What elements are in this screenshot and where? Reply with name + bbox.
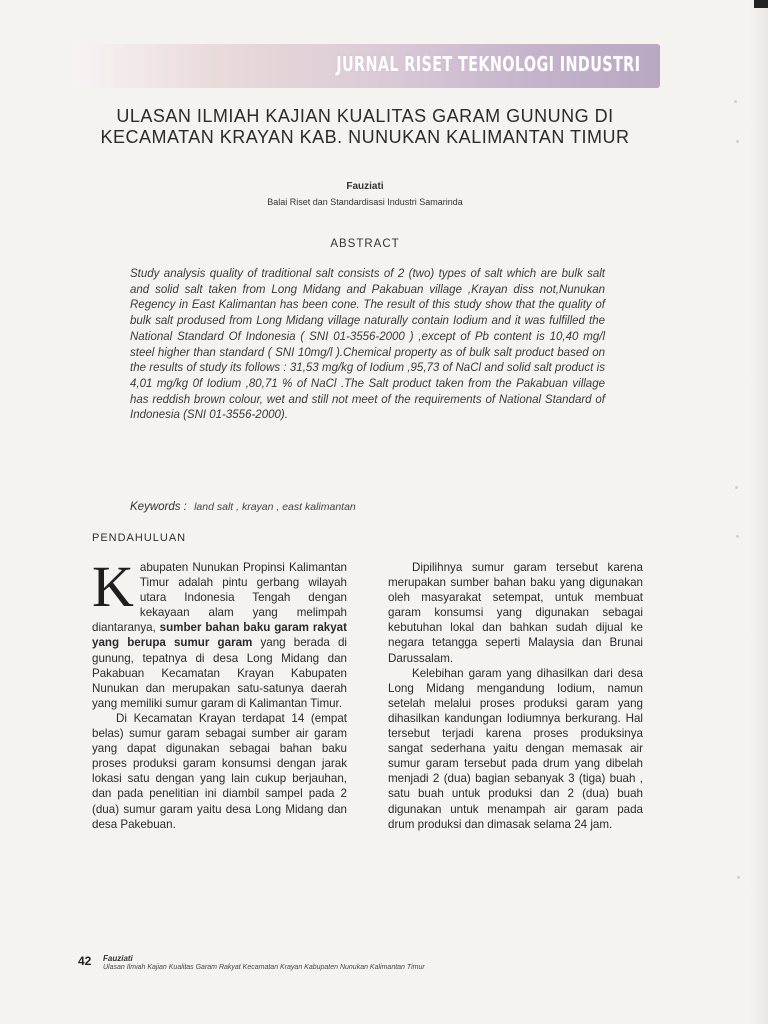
paragraph-advantage: Kelebihan garam yang dihasilkan dari desa Long Midang mengandung Iodium, namun setelah melalui proses produksi garam yang dihasilkan kandungan Iodiumnya berkurang. Hal tersebut terjadi karena proses produksinya sangat sederhana yaitu dengan memasak air sumur garam tersebut pada drum yang dibelah menjadi 2 (dua) bagian sebanyak 3 (tiga) buah , satu buah untuk produksi dan 2 (dua) buah digunakan untuk menampah air garam pada drum produksi dan dimasak selama 24 jam. (388, 666, 643, 831)
keywords (130, 501, 356, 513)
scan-speck (736, 535, 739, 538)
scan-speck (737, 876, 740, 879)
author-affiliation: Balai Riset dan Standardisasi Industri Samarinda (267, 197, 463, 207)
column-right (388, 560, 643, 832)
page-edge (750, 0, 768, 1024)
footer-author: Fauziati (103, 954, 133, 963)
paragraph-selection: Dipilihnya sumur garam tersebut karena merupakan sumber bahan baku yang digunakan oleh masyarakat setempat, untuk membuat garam konsumsi yang digunakan sebagai kebutuhan lokal dan bahkan sudah dijual ke negara tetangga seperti Malaysia dan Brunai Darussalam. (388, 561, 643, 665)
keywords-text: land salt , krayan , east kalimantan (194, 501, 356, 513)
paragraph-krayan: Di Kecamatan Krayan terdapat 14 (empat belas) sumur garam sebagai sumber air garam yang dapat digunakan sebagai bahan baku proses produksi garam konsumsi dengan jarak lokasi satu dengan yang lain cukup berjauhan, dan pada penelitian ini diambil sampel pada 2 (dua) sumur garam yaitu desa Long Midang dan desa Pakebuan. (92, 711, 347, 831)
paragraph-intro-text-b: yang berada di gunung, tepatnya di desa Long Midang dan Pakabuan Kecamatan Krayan Kabupaten Nunukan dan merupakan satu-satunya daerah yang memiliki sumur garam di Kalimantan Timur. (92, 636, 347, 710)
drop-cap: K (92, 554, 134, 619)
section-heading: PENDAHULUAN (92, 532, 187, 544)
article-title: ULASAN ILMIAH KAJIAN KUALITAS GARAM GUNUNG DI KECAMATAN KRAYAN KAB. NUNUKAN KALIMANTAN TIMUR (100, 106, 630, 147)
journal-banner (72, 44, 660, 88)
paragraph-intro (92, 554, 347, 711)
page-number: 42 (78, 954, 92, 968)
scan-speck (736, 140, 739, 143)
footer-citation: Ulasan Ilmiah Kajian Kualitas Garam Rakyat Kecamatan Krayan Kabupaten Nunukan Kalimantan Timur (103, 964, 425, 971)
journal-name: JURNAL RISET TEKNOLOGI INDUSTRI (335, 52, 640, 76)
keywords-label: Keywords : (130, 501, 187, 513)
scan-speck (734, 100, 737, 103)
abstract-text: Study analysis quality of traditional salt consists of 2 (two) types of salt which are bulk salt and solid salt taken from Long Midang and Pakabuan village ,Krayan diss not,Nunukan Regency in East Kalimantan has been cone. The result of this study show that the quality of bulk salt prodused from Long Midang village naturally contain Iodium and it was fulfilled the National Standard Of Indonesia ( SNI 01-3556-2000 ) ,except of Pb content is 10,40 mg/l steel higher than standard ( SNI 10mg/l ).Chemical property as of bulk salt product based on the results of study its follows : 31,53 mg/kg of Iodium ,95,73 of NaCl and solid salt product is 4,01 mg/kg 0f Iodium ,80,71 % of NaCl .The Salt product taken from the Pakabuan village has reddish brown colour, wet and still not meet of the requirements of National Standard of Indonesia (SNI 01-3556-2000). (130, 268, 605, 422)
author-name: Fauziati (346, 181, 384, 192)
scan-speck (735, 486, 738, 489)
paragraph-intro-text-a: abupaten Nunukan Propinsi Kalimantan Timur adalah pintu gerbang wilayah utara Indonesia Tengah dengan kekayaan alam yang melimpah diantaranya, (92, 561, 347, 635)
scan-corner-mark (754, 0, 768, 8)
paragraph-intro-bold: sumber bahan baku garam rakyat yang berupa sumur garam (92, 621, 347, 650)
abstract-heading: ABSTRACT (330, 238, 400, 250)
column-left (92, 554, 347, 832)
